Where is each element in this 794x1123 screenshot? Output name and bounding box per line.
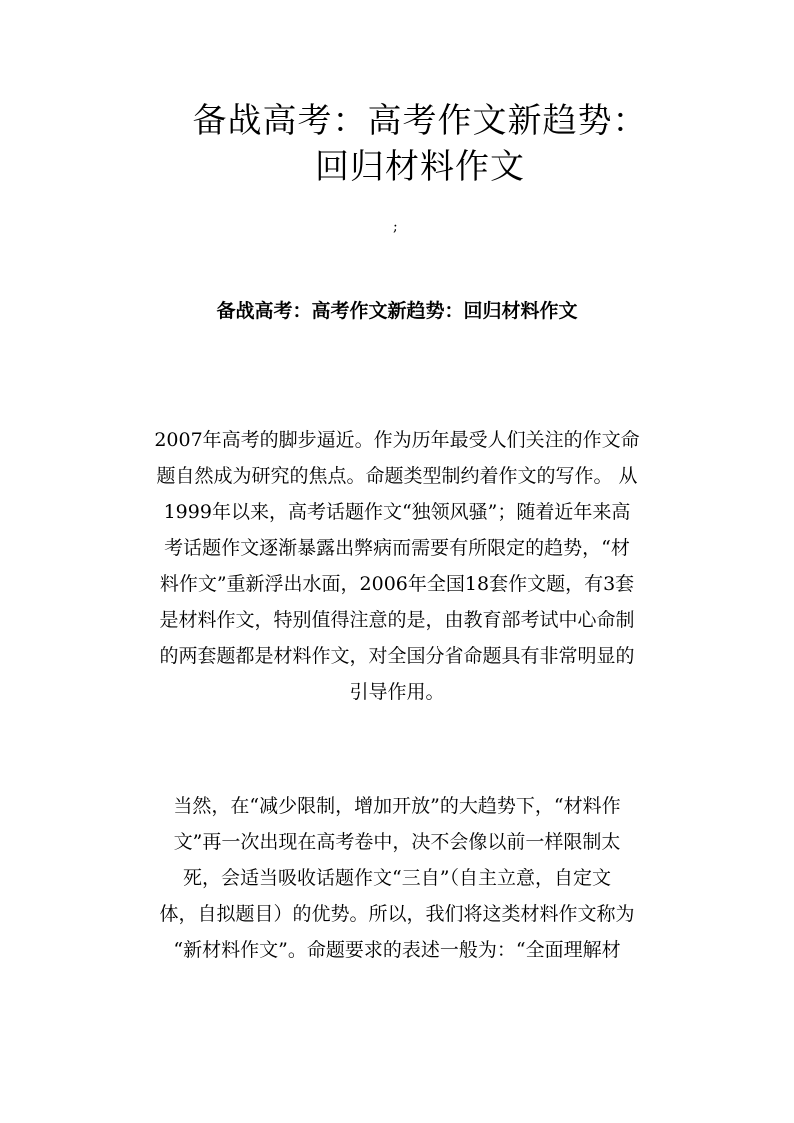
main-title [150,98,690,190]
paragraph-line: 考话题作文逐渐暴露出弊病而需要有所限定的趋势，“材 [164,537,630,559]
paragraph-line: 死，会适当吸收话题作文“三自”（自主立意，自定文 [183,867,611,889]
paragraph-line: 文”再一次出现在高考卷中，决不会像以前一样限制太 [173,831,621,853]
paragraph-line: 引导作用。 [349,681,445,703]
main-title-line: 备战高考：高考作文新趋势： [192,101,648,141]
main-title-line: 回归材料作文 [315,147,525,187]
paragraph-line: “新材料作文”。命题要求的表述一般为：“全面理解材 [173,939,621,961]
paragraph-line: 体，自拟题目）的优势。所以，我们将这类材料作文称为 [159,903,635,925]
paragraph-line: 是材料作文，特别值得注意的是，由教育部考试中心命制 [159,609,635,631]
paragraph-line: 的两套题都是材料作文，对全国分省命题具有非常明显的 [159,645,635,667]
stray-mark: ; [393,219,398,235]
paragraph-line: 料作文”重新浮出水面，2006年全国18套作文题，有3套 [159,573,635,595]
paragraph-line: 2007年高考的脚步逼近。作为历年最受人们关注的作文命 [154,429,640,451]
subtitle: 备战高考：高考作文新趋势：回归材料作文 [216,300,578,322]
paragraph [120,788,674,968]
paragraph-line: 当然，在“减少限制，增加开放”的大趋势下，“材料作 [173,795,621,817]
paragraph [120,422,674,710]
paragraph-line: 题自然成为研究的焦点。命题类型制约着作文的写作。 从 [156,465,638,487]
paragraph-line: 1999年以来，高考话题作文“独领风骚”；随着近年来高 [163,501,631,523]
